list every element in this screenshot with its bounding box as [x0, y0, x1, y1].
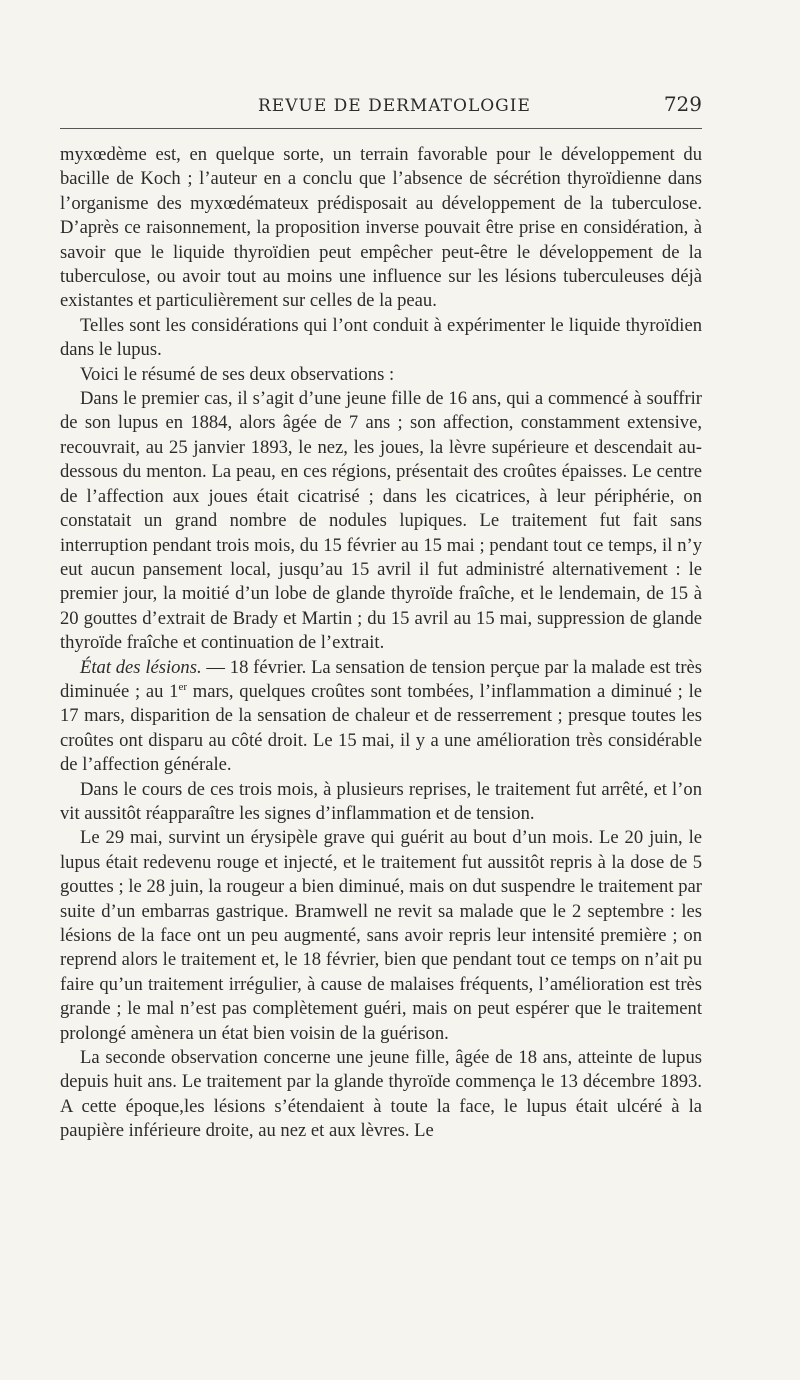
body-text [60, 143, 702, 1144]
paragraph-2: Telles sont les considérations qui l’ont conduit à expérimenter le liquide thyroïdien dans le lupus. [60, 314, 702, 361]
paragraph-8: La seconde observation concerne une jeune fille, âgée de 18 ans, atteinte de lupus depuis huit ans. Le traitement par la glande thyroïde commença le 13 décembre 1893. A cette époque,les lésions s’étendaient à toute la face, le lupus était ulcéré à la paupière inférieure droite, au nez et aux lèvres. Le [60, 1047, 702, 1142]
running-header [60, 92, 702, 129]
paragraph-1: myxœdème est, en quelque sorte, un terrain favorable pour le développement du bacille de Koch ; l’auteur en a conclu que l’absence de sécrétion thyroïdienne dans l’organisme des myxœdémateux prédisposait au développement de la tuberculose. D’après ce raisonnement, la proposition inverse pouvait être prise en considération, à savoir que le liquide thyroïdien peut empêcher peut-être le développement de la tuberculose, ou avoir tout au moins une influence sur les lésions tuberculeuses déjà existantes et particulièrement sur celles de la peau. [60, 144, 702, 312]
paragraph-7: Le 29 mai, survint un érysipèle grave qui guérit au bout d’un mois. Le 20 juin, le lupus était redevenu rouge et injecté, et le traitement fut aussitôt repris à la dose de 5 gouttes ; le 28 juin, la rougeur a bien diminué, mais on dut suspendre le traitement par suite d’un embarras gastrique. Bramwell ne revit sa malade que le 2 septembre : les lésions de la face ont un peu augmenté, sans avoir repris leur intensité première ; on reprend alors le traitement et, le 18 février, bien que pendant tout ce temps on n’ait pu faire qu’un traitement irrégulier, à cause de malaises fréquents, l’amélioration est très grande ; le mal n’est pas complètement guéri, mais on peut espérer que le traitement prolongé amènera un état bien voisin de la guérison. [60, 827, 702, 1044]
superscript-er: er [178, 680, 187, 693]
paragraph-4: Dans le premier cas, il s’agit d’une jeune fille de 16 ans, qui a commencé à souffrir de son lupus en 1884, alors âgée de 7 ans ; son affection, constamment extensive, recouvrait, au 25 janvier 1893, le nez, les joues, la lèvre supérieure et descendait au-dessous du menton. La peau, en ces régions, présentait des croûtes épaisses. Le centre de l’affection aux joues était cicatrisé ; dans les cicatrices, à leur périphérie, on constatait un grand nombre de nodules lupiques. Le traitement fut fait sans interruption pendant trois mois, du 15 février au 15 mai ; pendant tout ce temps, il n’y eut aucun pansement local, jusqu’au 15 avril il fut administré alternativement : le premier jour, la moitié d’un lobe de glande thyroïde fraîche, et le lendemain, de 15 à 20 gouttes d’extrait de Brady et Martin ; du 15 avril au 15 mai, suppression de glande thyroïde fraîche et continuation de l’extrait. [60, 388, 702, 654]
paragraph-3: Voici le résumé de ses deux observations : [80, 363, 395, 385]
paragraph-5-part-2: mars, quelques croûtes sont tombées, l’inflammation a diminué ; le 17 mars, disparition de la sensation de chaleur et de resserrement ; presque toutes les croûtes ont disparu au côté droit. Le 15 mai, il y a une amélioration très considérable de l’affection générale. [60, 680, 702, 776]
running-title: REVUE DE DERMATOLOGIE [258, 96, 531, 116]
italic-lead: État des lésions. [80, 656, 202, 678]
paragraph-5 [60, 656, 702, 778]
paragraph-5-part-1: — 18 février. La sensation de tension perçue par la malade est très diminuée ; au 1 [60, 656, 702, 702]
paragraph-6: Dans le cours de ces trois mois, à plusieurs reprises, le traitement fut arrêté, et l’on vit aussitôt réapparaître les signes d’inflammation et de tension. [60, 778, 702, 824]
page-number: 729 [663, 92, 702, 116]
